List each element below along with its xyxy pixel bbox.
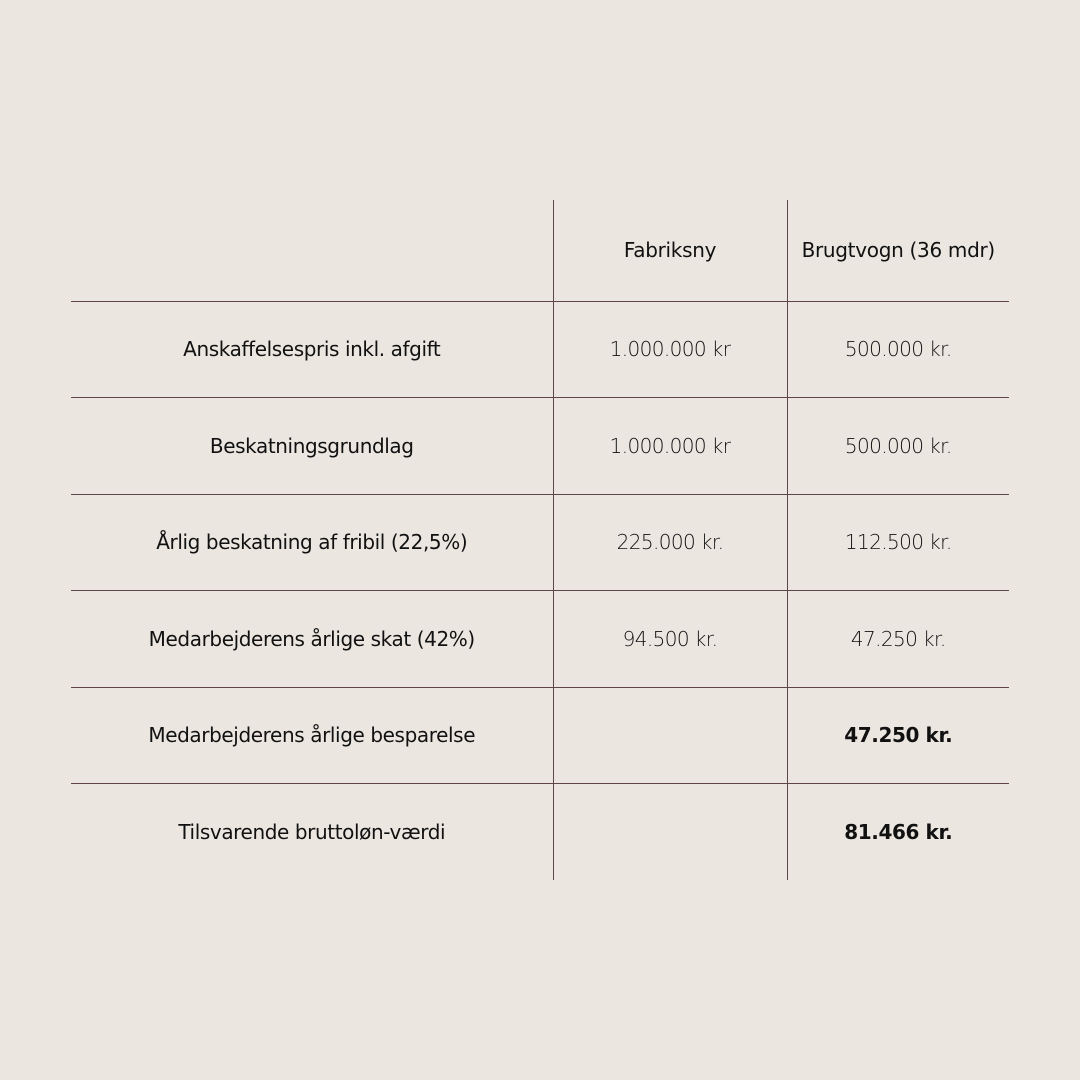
value-fabriksny: 1.000.000 kr — [553, 301, 787, 398]
table-row — [71, 398, 1009, 495]
value-brugtvogn: 500.000 kr. — [787, 398, 1009, 495]
table-row — [71, 301, 1009, 398]
value-brugtvogn-highlight: 47.250 kr. — [787, 687, 1009, 784]
table-header-row — [71, 200, 1009, 301]
value-brugtvogn: 47.250 kr. — [787, 591, 1009, 688]
row-label: Tilsvarende bruttoløn-værdi — [71, 784, 553, 881]
header-brugtvogn: Brugtvogn (36 mdr) — [787, 200, 1009, 301]
table-row — [71, 784, 1009, 881]
header-fabriksny: Fabriksny — [553, 200, 787, 301]
value-fabriksny: 94.500 kr. — [553, 591, 787, 688]
value-brugtvogn-highlight: 81.466 kr. — [787, 784, 1009, 881]
value-fabriksny: 225.000 kr. — [553, 494, 787, 591]
value-brugtvogn: 112.500 kr. — [787, 494, 1009, 591]
value-fabriksny — [553, 687, 787, 784]
row-label: Anskaffelsespris inkl. afgift — [71, 301, 553, 398]
header-empty — [71, 200, 553, 301]
table-row — [71, 687, 1009, 784]
table-row — [71, 591, 1009, 688]
value-brugtvogn: 500.000 kr. — [787, 301, 1009, 398]
row-label: Årlig beskatning af fribil (22,5%) — [71, 494, 553, 591]
comparison-table — [71, 200, 1009, 880]
value-fabriksny: 1.000.000 kr — [553, 398, 787, 495]
row-label: Beskatningsgrundlag — [71, 398, 553, 495]
comparison-table-container — [71, 200, 1009, 880]
row-label: Medarbejderens årlige besparelse — [71, 687, 553, 784]
table-row — [71, 494, 1009, 591]
value-fabriksny — [553, 784, 787, 881]
row-label: Medarbejderens årlige skat (42%) — [71, 591, 553, 688]
